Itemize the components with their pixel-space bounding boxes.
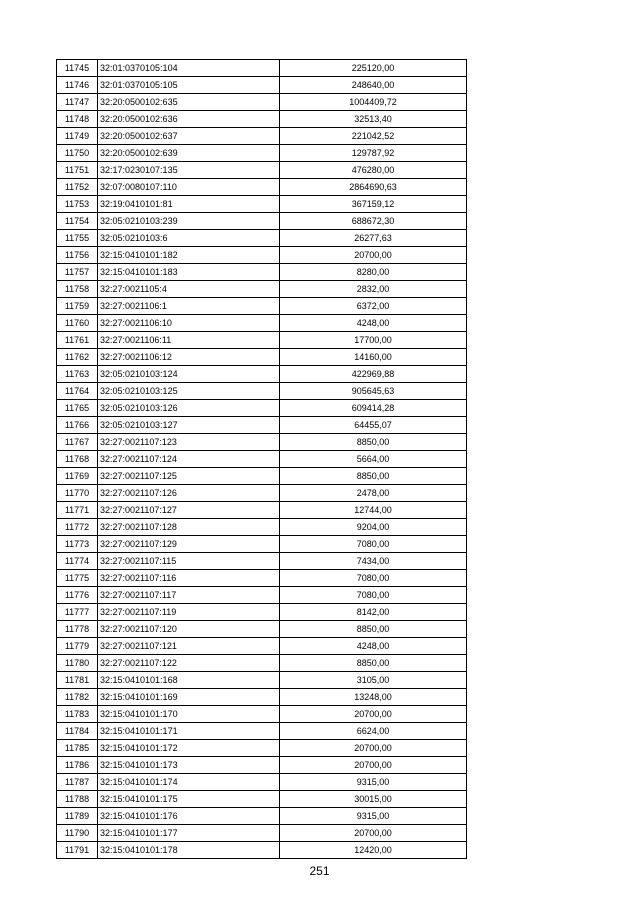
value-cell: 32513,40 <box>280 111 467 128</box>
table-row <box>57 536 467 553</box>
cadastral-number-cell: 32:27:0021107:117 <box>98 587 280 604</box>
cadastral-number-cell: 32:15:0410101:183 <box>98 264 280 281</box>
row-number-cell: 11746 <box>57 77 98 94</box>
table-row <box>57 111 467 128</box>
value-cell: 20700,00 <box>280 825 467 842</box>
row-number-cell: 11773 <box>57 536 98 553</box>
value-cell: 248640,00 <box>280 77 467 94</box>
value-cell: 2478,00 <box>280 485 467 502</box>
cadastral-number-cell: 32:05:0210103:239 <box>98 213 280 230</box>
value-cell: 20700,00 <box>280 247 467 264</box>
cadastral-number-cell: 32:27:0021107:127 <box>98 502 280 519</box>
value-cell: 905645,63 <box>280 383 467 400</box>
value-cell: 367159,12 <box>280 196 467 213</box>
value-cell: 688672,30 <box>280 213 467 230</box>
row-number-cell: 11753 <box>57 196 98 213</box>
cadastral-number-cell: 32:05:0210103:124 <box>98 366 280 383</box>
row-number-cell: 11765 <box>57 400 98 417</box>
cadastral-number-cell: 32:20:0500102:637 <box>98 128 280 145</box>
row-number-cell: 11762 <box>57 349 98 366</box>
row-number-cell: 11774 <box>57 553 98 570</box>
cadastral-number-cell: 32:27:0021107:121 <box>98 638 280 655</box>
table-row <box>57 451 467 468</box>
cadastral-number-cell: 32:20:0500102:639 <box>98 145 280 162</box>
row-number-cell: 11782 <box>57 689 98 706</box>
row-number-cell: 11749 <box>57 128 98 145</box>
cadastral-number-cell: 32:27:0021107:115 <box>98 553 280 570</box>
row-number-cell: 11788 <box>57 791 98 808</box>
table-row <box>57 672 467 689</box>
row-number-cell: 11763 <box>57 366 98 383</box>
row-number-cell: 11751 <box>57 162 98 179</box>
row-number-cell: 11766 <box>57 417 98 434</box>
row-number-cell: 11764 <box>57 383 98 400</box>
table-row <box>57 77 467 94</box>
page-number: 251 <box>309 864 330 878</box>
table-row <box>57 128 467 145</box>
cadastral-number-cell: 32:27:0021107:120 <box>98 621 280 638</box>
value-cell: 7080,00 <box>280 587 467 604</box>
cadastral-number-cell: 32:19:0410101:81 <box>98 196 280 213</box>
cadastral-number-cell: 32:27:0021107:119 <box>98 604 280 621</box>
row-number-cell: 11758 <box>57 281 98 298</box>
table-row <box>57 689 467 706</box>
cadastral-number-cell: 32:05:0210103:126 <box>98 400 280 417</box>
cadastral-number-cell: 32:20:0500102:636 <box>98 111 280 128</box>
cadastral-number-cell: 32:01:0370105:105 <box>98 77 280 94</box>
table-row <box>57 315 467 332</box>
value-cell: 20700,00 <box>280 757 467 774</box>
cadastral-number-cell: 32:15:0410101:182 <box>98 247 280 264</box>
value-cell: 8280,00 <box>280 264 467 281</box>
table-row <box>57 519 467 536</box>
cadastral-number-cell: 32:27:0021106:12 <box>98 349 280 366</box>
value-cell: 6372,00 <box>280 298 467 315</box>
table-row <box>57 706 467 723</box>
cadastral-number-cell: 32:15:0410101:175 <box>98 791 280 808</box>
table-row <box>57 383 467 400</box>
table-row <box>57 808 467 825</box>
table-row <box>57 298 467 315</box>
cadastral-number-cell: 32:27:0021106:11 <box>98 332 280 349</box>
cadastral-number-cell: 32:15:0410101:176 <box>98 808 280 825</box>
table-row <box>57 757 467 774</box>
row-number-cell: 11778 <box>57 621 98 638</box>
table-row <box>57 281 467 298</box>
row-number-cell: 11759 <box>57 298 98 315</box>
value-cell: 13248,00 <box>280 689 467 706</box>
table-row <box>57 825 467 842</box>
table-row <box>57 332 467 349</box>
table-row <box>57 247 467 264</box>
row-number-cell: 11761 <box>57 332 98 349</box>
value-cell: 8850,00 <box>280 434 467 451</box>
value-cell: 20700,00 <box>280 740 467 757</box>
value-cell: 9204,00 <box>280 519 467 536</box>
table-row <box>57 145 467 162</box>
row-number-cell: 11752 <box>57 179 98 196</box>
cadastral-number-cell: 32:15:0410101:168 <box>98 672 280 689</box>
row-number-cell: 11781 <box>57 672 98 689</box>
cadastral-number-cell: 32:20:0500102:635 <box>98 94 280 111</box>
cadastral-number-cell: 32:15:0410101:169 <box>98 689 280 706</box>
row-number-cell: 11785 <box>57 740 98 757</box>
value-cell: 64455,07 <box>280 417 467 434</box>
table-row <box>57 774 467 791</box>
cadastral-number-cell: 32:27:0021107:129 <box>98 536 280 553</box>
data-table <box>56 59 467 859</box>
value-cell: 4248,00 <box>280 315 467 332</box>
table-row <box>57 502 467 519</box>
table-row <box>57 740 467 757</box>
cadastral-number-cell: 32:15:0410101:172 <box>98 740 280 757</box>
value-cell: 3105,00 <box>280 672 467 689</box>
cadastral-number-cell: 32:27:0021107:125 <box>98 468 280 485</box>
table-row <box>57 842 467 859</box>
row-number-cell: 11755 <box>57 230 98 247</box>
row-number-cell: 11760 <box>57 315 98 332</box>
table-row <box>57 366 467 383</box>
row-number-cell: 11750 <box>57 145 98 162</box>
row-number-cell: 11784 <box>57 723 98 740</box>
table-row <box>57 196 467 213</box>
table-row <box>57 570 467 587</box>
value-cell: 221042,52 <box>280 128 467 145</box>
table-row <box>57 791 467 808</box>
table-row <box>57 638 467 655</box>
table-row <box>57 230 467 247</box>
value-cell: 8850,00 <box>280 655 467 672</box>
value-cell: 12744,00 <box>280 502 467 519</box>
table-row <box>57 485 467 502</box>
table-row <box>57 264 467 281</box>
value-cell: 30015,00 <box>280 791 467 808</box>
cadastral-number-cell: 32:05:0210103:127 <box>98 417 280 434</box>
row-number-cell: 11745 <box>57 60 98 77</box>
row-number-cell: 11776 <box>57 587 98 604</box>
value-cell: 7080,00 <box>280 570 467 587</box>
cadastral-number-cell: 32:27:0021107:122 <box>98 655 280 672</box>
table-row <box>57 621 467 638</box>
row-number-cell: 11779 <box>57 638 98 655</box>
table-row <box>57 723 467 740</box>
cadastral-number-cell: 32:27:0021107:123 <box>98 434 280 451</box>
row-number-cell: 11772 <box>57 519 98 536</box>
cadastral-number-cell: 32:27:0021107:126 <box>98 485 280 502</box>
cadastral-number-cell: 32:05:0210103:6 <box>98 230 280 247</box>
row-number-cell: 11789 <box>57 808 98 825</box>
value-cell: 2832,00 <box>280 281 467 298</box>
value-cell: 129787,92 <box>280 145 467 162</box>
row-number-cell: 11790 <box>57 825 98 842</box>
cadastral-number-cell: 32:07:0080107:110 <box>98 179 280 196</box>
row-number-cell: 11787 <box>57 774 98 791</box>
value-cell: 9315,00 <box>280 774 467 791</box>
row-number-cell: 11777 <box>57 604 98 621</box>
table-row <box>57 468 467 485</box>
table-row <box>57 655 467 672</box>
row-number-cell: 11786 <box>57 757 98 774</box>
value-cell: 5664,00 <box>280 451 467 468</box>
row-number-cell: 11767 <box>57 434 98 451</box>
value-cell: 422969,88 <box>280 366 467 383</box>
cadastral-number-cell: 32:15:0410101:173 <box>98 757 280 774</box>
value-cell: 26277,63 <box>280 230 467 247</box>
row-number-cell: 11756 <box>57 247 98 264</box>
value-cell: 8850,00 <box>280 621 467 638</box>
cadastral-number-cell: 32:15:0410101:174 <box>98 774 280 791</box>
table-row <box>57 162 467 179</box>
cadastral-number-cell: 32:27:0021107:124 <box>98 451 280 468</box>
cadastral-number-cell: 32:17:0230107:135 <box>98 162 280 179</box>
value-cell: 2864690,63 <box>280 179 467 196</box>
value-cell: 609414,28 <box>280 400 467 417</box>
cadastral-number-cell: 32:15:0410101:177 <box>98 825 280 842</box>
table-row <box>57 60 467 77</box>
table-row <box>57 179 467 196</box>
value-cell: 17700,00 <box>280 332 467 349</box>
value-cell: 12420,00 <box>280 842 467 859</box>
cadastral-number-cell: 32:15:0410101:171 <box>98 723 280 740</box>
value-cell: 7080,00 <box>280 536 467 553</box>
row-number-cell: 11770 <box>57 485 98 502</box>
row-number-cell: 11754 <box>57 213 98 230</box>
cadastral-number-cell: 32:01:0370105:104 <box>98 60 280 77</box>
table-row <box>57 553 467 570</box>
cadastral-number-cell: 32:15:0410101:170 <box>98 706 280 723</box>
cadastral-number-cell: 32:05:0210103:125 <box>98 383 280 400</box>
table-row <box>57 587 467 604</box>
table-row <box>57 94 467 111</box>
row-number-cell: 11780 <box>57 655 98 672</box>
table-row <box>57 604 467 621</box>
cadastral-number-cell: 32:27:0021106:10 <box>98 315 280 332</box>
row-number-cell: 11748 <box>57 111 98 128</box>
value-cell: 476280,00 <box>280 162 467 179</box>
row-number-cell: 11768 <box>57 451 98 468</box>
value-cell: 6624,00 <box>280 723 467 740</box>
cadastral-number-cell: 32:15:0410101:178 <box>98 842 280 859</box>
value-cell: 20700,00 <box>280 706 467 723</box>
row-number-cell: 11775 <box>57 570 98 587</box>
cadastral-number-cell: 32:27:0021107:128 <box>98 519 280 536</box>
row-number-cell: 11757 <box>57 264 98 281</box>
row-number-cell: 11771 <box>57 502 98 519</box>
row-number-cell: 11747 <box>57 94 98 111</box>
row-number-cell: 11783 <box>57 706 98 723</box>
table-row <box>57 434 467 451</box>
table-row <box>57 213 467 230</box>
table-row <box>57 349 467 366</box>
table-row <box>57 417 467 434</box>
table-row <box>57 400 467 417</box>
value-cell: 1004409,72 <box>280 94 467 111</box>
cadastral-number-cell: 32:27:0021107:116 <box>98 570 280 587</box>
value-cell: 14160,00 <box>280 349 467 366</box>
value-cell: 8850,00 <box>280 468 467 485</box>
cadastral-number-cell: 32:27:0021105:4 <box>98 281 280 298</box>
cadastral-number-cell: 32:27:0021106:1 <box>98 298 280 315</box>
row-number-cell: 11791 <box>57 842 98 859</box>
row-number-cell: 11769 <box>57 468 98 485</box>
value-cell: 225120,00 <box>280 60 467 77</box>
value-cell: 8142,00 <box>280 604 467 621</box>
value-cell: 9315,00 <box>280 808 467 825</box>
value-cell: 4248,00 <box>280 638 467 655</box>
table-body <box>57 60 467 859</box>
value-cell: 7434,00 <box>280 553 467 570</box>
